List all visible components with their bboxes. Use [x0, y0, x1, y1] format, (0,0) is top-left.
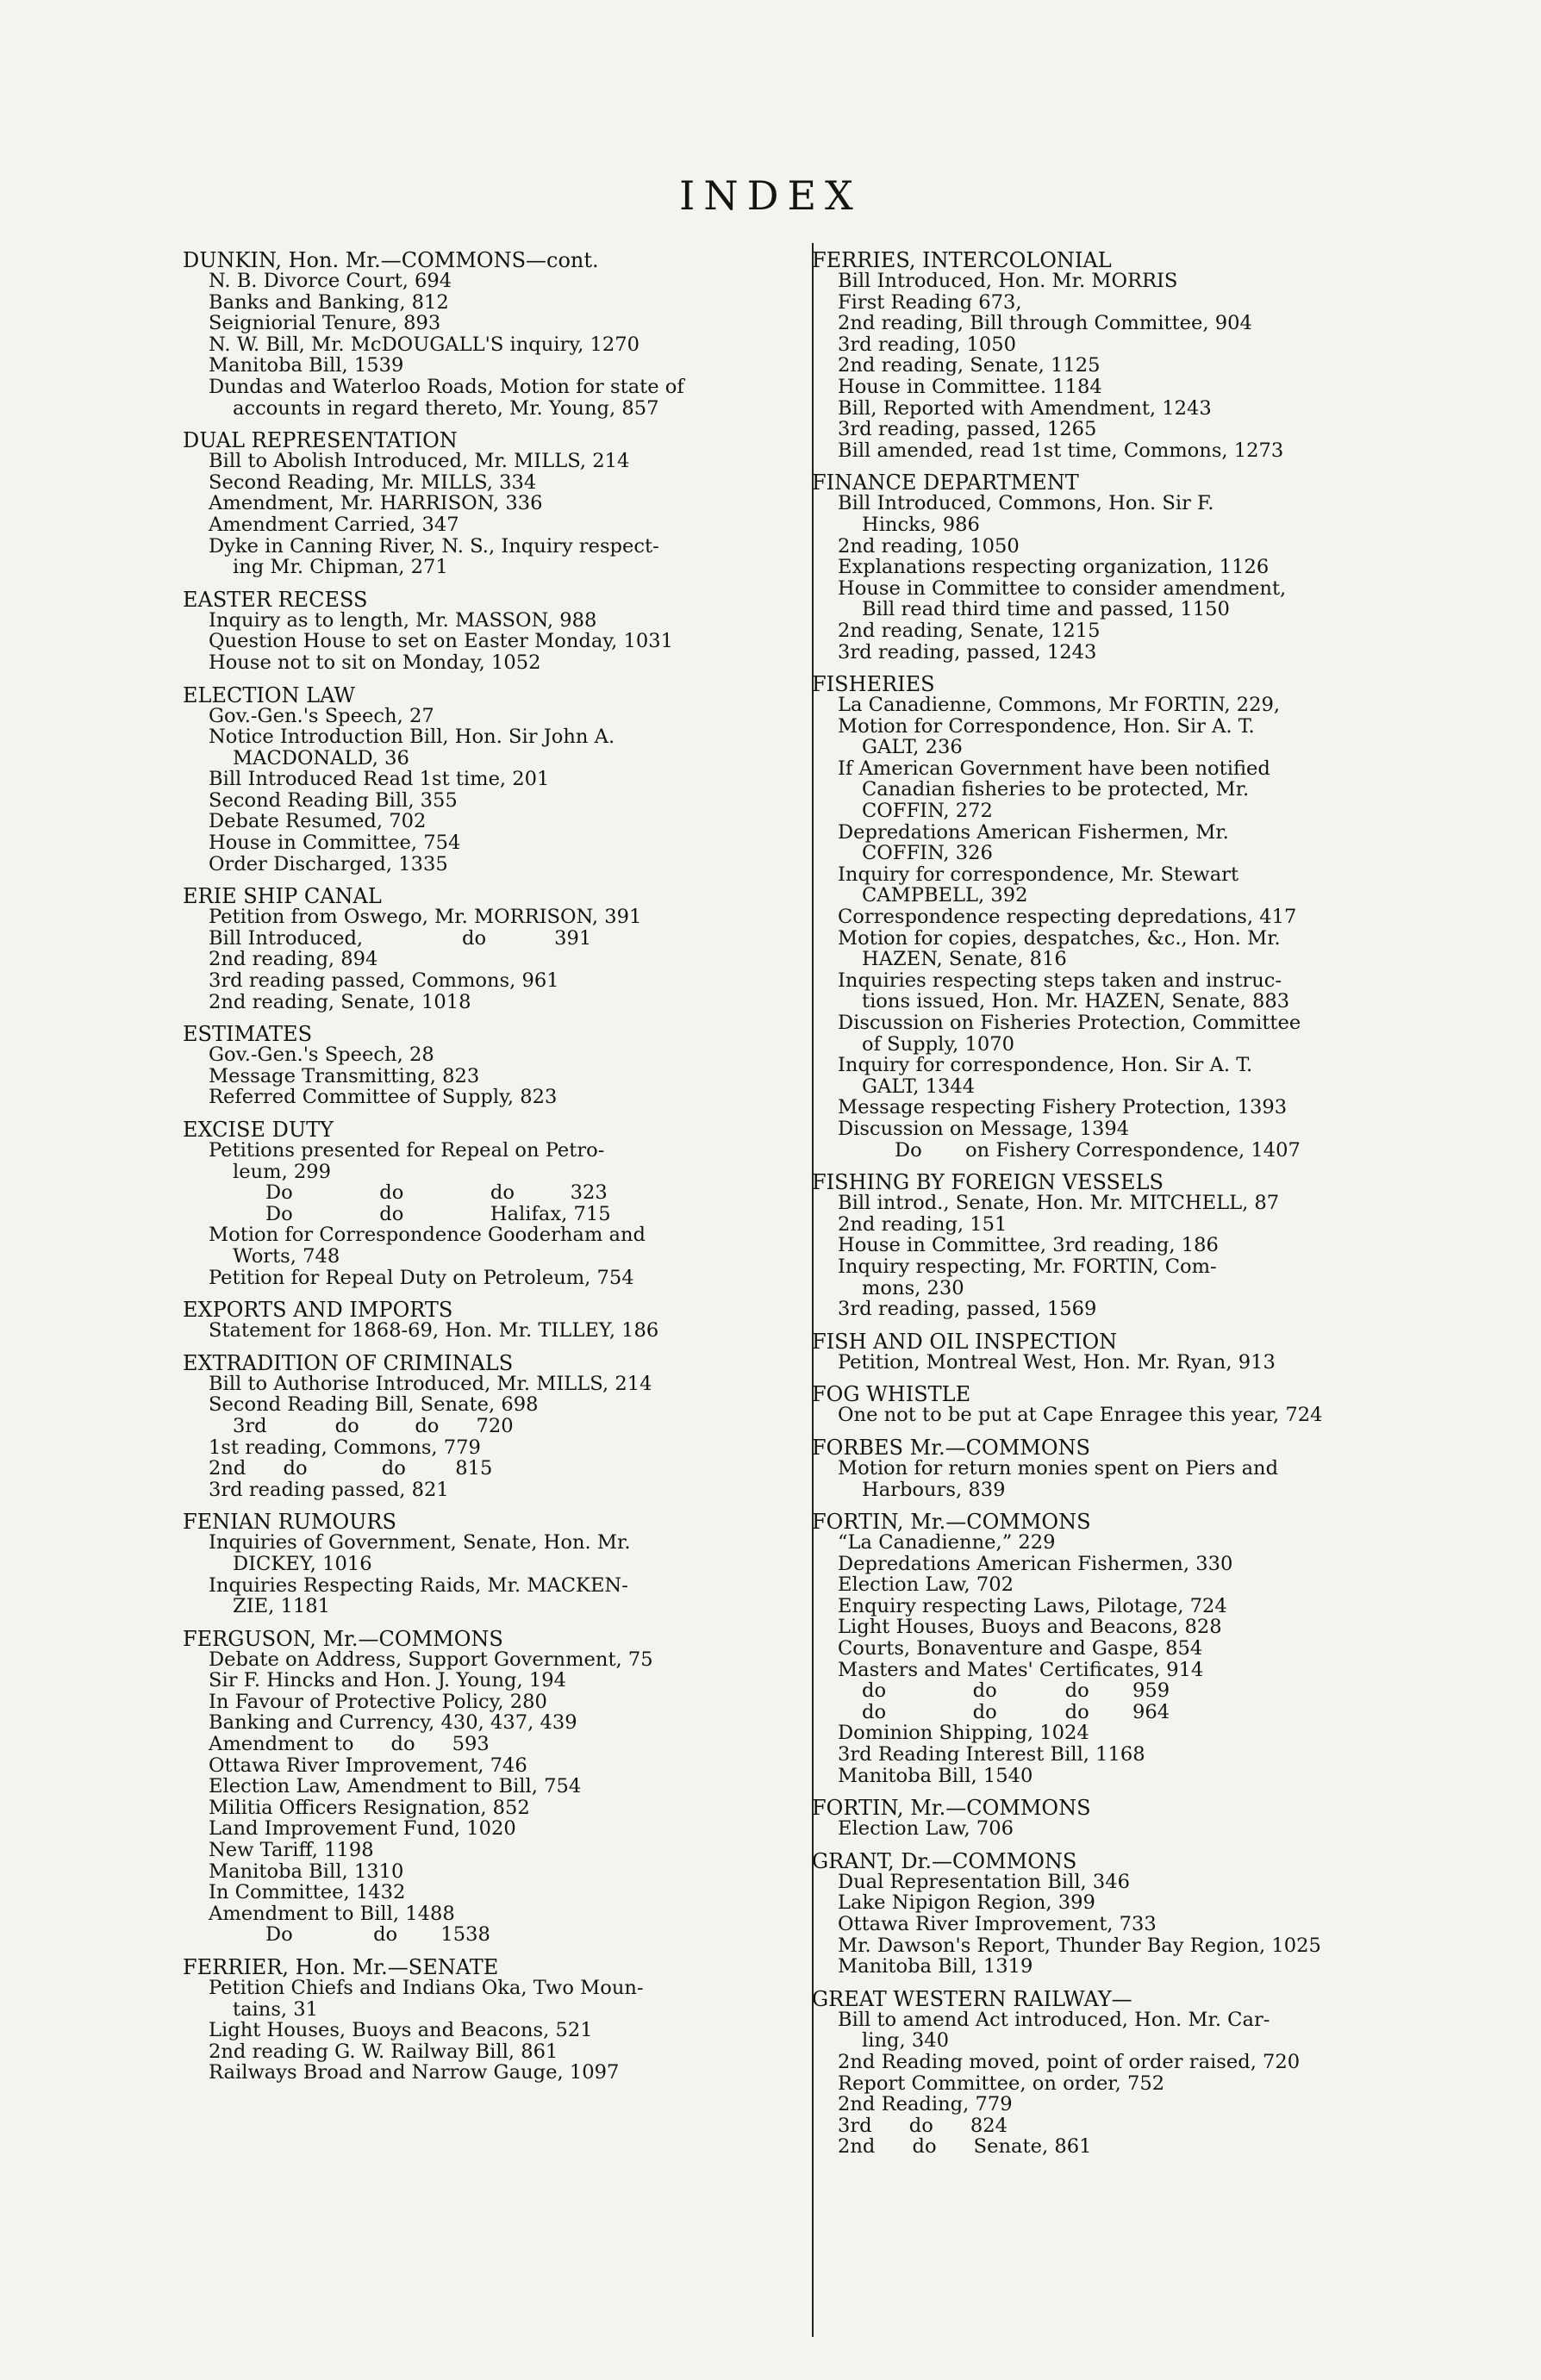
- entry-line: Statement for 1868-69, Hon. Mr. TILLEY, 186: [209, 1319, 659, 1343]
- index-entry: [812, 472, 1450, 663]
- index-entry: [183, 1957, 812, 2084]
- entry-heading: GREAT WESTERN RAILWAY—: [812, 1986, 1132, 2011]
- entry-heading: FERRIES, INTERCOLONIAL: [812, 248, 1112, 272]
- index-entry: [183, 1511, 812, 1617]
- entry-line: Manitoba Bill, 1539: [209, 354, 404, 377]
- index-entry: [183, 1299, 812, 1342]
- entry-line: Bill Introduced Read 1st time, 201: [209, 768, 550, 791]
- entry-line: Motion for Correspondence, Hon. Sir A. T.: [838, 714, 1255, 738]
- entry-line: Do on Fishery Correspondence, 1407: [895, 1138, 1301, 1162]
- entry-heading: ERIE SHIP CANAL: [183, 884, 382, 909]
- entry-line: Inquiry respecting, Mr. FORTIN, Com-: [838, 1255, 1217, 1278]
- entry-line: N. B. Divorce Court, 694: [209, 270, 452, 292]
- entry-line: Bill Introduced, Commons, Hon. Sir F.: [838, 492, 1214, 515]
- entry-line: Bill Introduced, do 391: [209, 926, 592, 950]
- entry-line: 3rd do 824: [838, 2114, 1008, 2137]
- entry-line: Referred Committee of Supply, 823: [209, 1086, 558, 1109]
- entry-line: Seigniorial Tenure, 893: [209, 312, 441, 335]
- entry-heading: FISHERIES: [812, 672, 935, 697]
- entry-line: 2nd reading, Senate, 1018: [209, 990, 471, 1013]
- entry-heading: FISHING BY FOREIGN VESSELS: [812, 1170, 1164, 1195]
- entry-line: 2nd reading, 151: [838, 1212, 1008, 1236]
- entry-line: Land Improvement Fund, 1020: [209, 1817, 516, 1841]
- entry-line: Inquiries of Government, Senate, Hon. Mr.: [209, 1531, 631, 1554]
- entry-line: COFFIN, 272: [862, 800, 993, 823]
- entry-line: 2nd Reading, 779: [838, 2093, 1013, 2116]
- entry-line: 2nd do do 815: [209, 1457, 493, 1480]
- entry-line: House in Committee to consider amendment,: [838, 576, 1287, 600]
- entry-heading: ELECTION LAW: [183, 682, 356, 707]
- entry-heading: FOG WHISTLE: [812, 1382, 971, 1407]
- entry-line: Inquiry for correspondence, Mr. Stewart: [838, 863, 1239, 886]
- entry-line: Order Discharged, 1335: [209, 852, 448, 875]
- index-entry: [183, 1626, 812, 1947]
- entry-line: CAMPBELL, 392: [862, 884, 1028, 907]
- entry-line: Dominion Shipping, 1024: [838, 1722, 1089, 1745]
- entry-line: Gov.-Gen.'s Speech, 28: [209, 1044, 434, 1067]
- entry-line: Debate on Address, Support Government, 75: [209, 1648, 653, 1671]
- entry-line: do do do 959: [862, 1679, 1170, 1703]
- entry-line: 3rd reading, passed, 1265: [838, 418, 1097, 441]
- index-entry: [812, 1986, 1450, 2159]
- entry-line: Dyke in Canning River, N. S., Inquiry respect-: [209, 534, 659, 558]
- entry-heading: EASTER RECESS: [183, 587, 368, 612]
- index-entry: [812, 674, 1450, 1161]
- index-entry: [812, 1331, 1450, 1374]
- right-column: [812, 250, 1450, 2169]
- index-entry: [183, 1119, 812, 1288]
- page-title: INDEX: [679, 172, 862, 219]
- entry-line: Hincks, 986: [862, 513, 980, 536]
- entry-line: In Committee, 1432: [209, 1881, 406, 1904]
- entry-line: Dundas and Waterloo Roads, Motion for state of: [209, 375, 684, 398]
- entry-line: 2nd reading, 1050: [838, 534, 1020, 558]
- entry-line: ZIE, 1181: [233, 1595, 330, 1618]
- index-entry: [812, 1848, 1450, 1978]
- entry-line: Harbours, 839: [862, 1478, 1006, 1501]
- entry-line: Second Reading Bill, Senate, 698: [209, 1393, 539, 1417]
- entry-heading: EXTRADITION OF CRIMINALS: [183, 1350, 514, 1375]
- entry-heading: GRANT, Dr.—COMMONS: [812, 1848, 1077, 1873]
- entry-line: Election Law, 706: [838, 1817, 1014, 1841]
- entry-line: If American Government have been notified: [838, 757, 1270, 780]
- entry-line: Canadian fisheries to be protected, Mr.: [862, 778, 1250, 801]
- entry-line: of Supply, 1070: [862, 1032, 1014, 1056]
- entry-heading: FORTIN, Mr.—COMMONS: [812, 1510, 1091, 1535]
- entry-line: Motion for return monies spent on Piers and: [838, 1456, 1279, 1480]
- index-entry: [183, 682, 812, 875]
- entry-line: House in Committee, 3rd reading, 186: [838, 1234, 1219, 1257]
- entry-line: Election Law, Amendment to Bill, 754: [209, 1775, 582, 1798]
- left-column: [183, 250, 812, 2095]
- index-entry: [183, 1024, 812, 1108]
- index-entry: [812, 1437, 1450, 1500]
- entry-line: GALT, 1344: [862, 1075, 976, 1098]
- entry-line: Inquiries respecting steps taken and instruc-: [838, 969, 1282, 992]
- entry-line: Petitions presented for Repeal on Petro-: [209, 1139, 605, 1162]
- entry-line: Courts, Bonaventure and Gaspe, 854: [838, 1637, 1203, 1660]
- entry-line: Motion for Correspondence Gooderham and: [209, 1224, 646, 1247]
- index-entry: [183, 589, 812, 674]
- entry-line: Amendment, Mr. HARRISON, 336: [209, 492, 543, 515]
- entry-line: Railways Broad and Narrow Gauge, 1097: [209, 2061, 620, 2084]
- entry-line: 3rd reading passed, Commons, 961: [209, 969, 559, 993]
- entry-line: Election Law, 702: [838, 1573, 1014, 1597]
- entry-line: Mr. Dawson's Report, Thunder Bay Region, 1025: [838, 1934, 1321, 1957]
- entry-line: 1st reading, Commons, 779: [209, 1436, 481, 1459]
- entry-line: Report Committee, on order, 752: [838, 2072, 1165, 2095]
- entry-line: Depredations American Fishermen, 330: [838, 1552, 1233, 1575]
- entry-line: mons, 230: [862, 1276, 964, 1299]
- entry-line: Lake Nipigon Region, 399: [838, 1891, 1095, 1915]
- entry-line: Message respecting Fishery Protection, 1393: [838, 1096, 1288, 1119]
- entry-line: Petition Chiefs and Indians Oka, Two Moun-: [209, 1977, 644, 1999]
- entry-line: Militia Officers Resignation, 852: [209, 1796, 530, 1819]
- index-entry: [183, 1350, 812, 1501]
- entry-line: Petition for Repeal Duty on Petroleum, 754: [209, 1266, 634, 1289]
- entry-heading: FINANCE DEPARTMENT: [812, 470, 1079, 495]
- index-entry: [812, 1797, 1450, 1840]
- entry-line: Banking and Currency, 430, 437, 439: [209, 1711, 577, 1735]
- entry-line: 3rd reading, passed, 1569: [838, 1298, 1097, 1321]
- entry-line: do do do 964: [862, 1700, 1170, 1723]
- entry-line: HAZEN, Senate, 816: [862, 948, 1067, 971]
- entry-line: Explanations respecting organization, 1126: [838, 556, 1270, 579]
- entry-line: Amendment to do 593: [209, 1733, 490, 1756]
- entry-line: N. W. Bill, Mr. McDOUGALL'S inquiry, 1270: [209, 333, 639, 356]
- entry-line: Do do Halifax, 715: [265, 1202, 611, 1225]
- entry-line: Bill read third time and passed, 1150: [862, 598, 1230, 621]
- entry-line: 2nd reading, Senate, 1215: [838, 619, 1101, 642]
- entry-heading: FISH AND OIL INSPECTION: [812, 1329, 1118, 1354]
- entry-line: Amendment to Bill, 1488: [209, 1902, 455, 1925]
- entry-heading: DUAL REPRESENTATION: [183, 428, 458, 453]
- entry-line: Second Reading Bill, 355: [209, 788, 458, 812]
- entry-line: 2nd reading G. W. Railway Bill, 861: [209, 2040, 558, 2063]
- entry-heading: FENIAN RUMOURS: [183, 1510, 396, 1535]
- entry-line: Bill amended, read 1st time, Commons, 1273: [838, 439, 1284, 462]
- entry-line: Sir F. Hincks and Hon. J. Young, 194: [209, 1669, 566, 1692]
- entry-line: House in Committee. 1184: [838, 375, 1102, 398]
- entry-line: COFFIN, 326: [862, 842, 993, 865]
- entry-line: Bill introd., Senate, Hon. Mr. MITCHELL, 87: [838, 1192, 1280, 1215]
- entry-line: Manitoba Bill, 1319: [838, 1955, 1033, 1978]
- entry-line: DICKEY, 1016: [233, 1552, 372, 1575]
- entry-line: Petition, Montreal West, Hon. Mr. Ryan, 913: [838, 1350, 1276, 1374]
- entry-line: tions issued, Hon. Mr. HAZEN, Senate, 883: [862, 990, 1290, 1013]
- entry-heading: FORBES Mr.—COMMONS: [812, 1435, 1090, 1460]
- entry-line: Do do do 323: [265, 1181, 608, 1205]
- entry-line: Light Houses, Buoys and Beacons, 828: [838, 1616, 1222, 1639]
- entry-line: Ottawa River Improvement, 746: [209, 1754, 527, 1777]
- entry-line: Inquiries Respecting Raids, Mr. MACKEN-: [209, 1573, 628, 1597]
- entry-line: “La Canadienne,” 229: [838, 1531, 1056, 1554]
- entry-line: New Tariff, 1198: [209, 1839, 374, 1862]
- entry-line: ling, 340: [862, 2029, 949, 2053]
- entry-line: 3rd reading, passed, 1243: [838, 640, 1097, 664]
- entry-line: Amendment Carried, 347: [209, 513, 459, 536]
- entry-line: Bill to amend Act introduced, Hon. Mr. Car-: [838, 2008, 1270, 2031]
- entry-line: MACDONALD, 36: [233, 746, 409, 769]
- entry-line: Manitoba Bill, 1310: [209, 1860, 404, 1883]
- entry-line: Discussion on Message, 1394: [838, 1117, 1130, 1140]
- entry-heading: EXCISE DUTY: [183, 1118, 334, 1142]
- entry-line: 2nd reading, 894: [209, 948, 378, 971]
- entry-line: Enquiry respecting Laws, Pilotage, 724: [838, 1594, 1227, 1617]
- entry-line: Bill to Authorise Introduced, Mr. MILLS, 214: [209, 1372, 652, 1395]
- index-entry: [183, 886, 812, 1012]
- entry-line: Correspondence respecting depredations, 417: [838, 906, 1297, 929]
- entry-line: Notice Introduction Bill, Hon. Sir John A.: [209, 726, 615, 749]
- entry-line: Bill to Abolish Introduced, Mr. MILLS, 214: [209, 450, 630, 473]
- entry-line: 2nd do Senate, 861: [838, 2135, 1092, 2159]
- entry-line: Petition from Oswego, Mr. MORRISON, 391: [209, 906, 642, 929]
- entry-line: 3rd Reading Interest Bill, 1168: [838, 1743, 1145, 1766]
- entry-line: Manitoba Bill, 1540: [838, 1764, 1033, 1787]
- index-entry: [183, 430, 812, 578]
- entry-line: Do do 1538: [265, 1923, 490, 1947]
- entry-line: Inquiry as to length, Mr. MASSON, 988: [209, 608, 597, 632]
- entry-line: Question House to set on Easter Monday, 1031: [209, 630, 673, 653]
- entry-line: Gov.-Gen.'s Speech, 27: [209, 704, 434, 727]
- entry-line: Bill Introduced, Hon. Mr. MORRIS: [838, 270, 1178, 292]
- entry-line: Bill, Reported with Amendment, 1243: [838, 396, 1212, 420]
- index-entry: [812, 1172, 1450, 1320]
- entry-line: 2nd Reading moved, point of order raised, 720: [838, 2050, 1301, 2073]
- entry-line: First Reading 673,: [838, 290, 1022, 314]
- entry-heading: FERRIER, Hon. Mr.—SENATE: [183, 1955, 499, 1979]
- entry-line: 2nd reading, Bill through Committee, 904: [838, 312, 1252, 335]
- entry-line: GALT, 236: [862, 736, 963, 759]
- entry-line: accounts in regard thereto, Mr. Young, 857: [233, 396, 659, 420]
- entry-line: Message Transmitting, 823: [209, 1064, 480, 1087]
- entry-line: Discussion on Fisheries Protection, Committee: [838, 1012, 1301, 1034]
- entry-heading: EXPORTS AND IMPORTS: [183, 1298, 453, 1323]
- entry-line: leum, 299: [233, 1160, 332, 1183]
- entry-line: tains, 31: [233, 1997, 319, 2021]
- entry-line: Inquiry for correspondence, Hon. Sir A. T.: [838, 1054, 1253, 1077]
- entry-heading: DUNKIN, Hon. Mr.—COMMONS—cont.: [183, 248, 599, 272]
- entry-line: Dual Representation Bill, 346: [838, 1870, 1131, 1893]
- entry-heading: FORTIN, Mr.—COMMONS: [812, 1796, 1091, 1821]
- entry-heading: FERGUSON, Mr.—COMMONS: [183, 1626, 503, 1651]
- entry-line: 3rd reading passed, 821: [209, 1478, 449, 1501]
- entry-line: ing Mr. Chipman, 271: [233, 556, 448, 579]
- entry-line: 3rd do do 720: [233, 1414, 514, 1437]
- entry-line: House in Committee, 754: [209, 832, 461, 855]
- entry-line: In Favour of Protective Policy, 280: [209, 1690, 547, 1713]
- index-entry: [183, 250, 812, 419]
- entry-line: Second Reading, Mr. MILLS, 334: [209, 470, 537, 494]
- entry-line: La Canadienne, Commons, Mr FORTIN, 229,: [838, 694, 1281, 717]
- entry-line: 3rd reading, 1050: [838, 333, 1017, 356]
- index-entry: [812, 250, 1450, 461]
- entry-line: Worts, 748: [233, 1244, 340, 1268]
- entry-line: 2nd reading, Senate, 1125: [838, 354, 1101, 377]
- entry-line: Light Houses, Buoys and Beacons, 521: [209, 2019, 593, 2042]
- entry-line: Debate Resumed, 702: [209, 810, 427, 833]
- entry-line: Masters and Mates' Certificates, 914: [838, 1658, 1204, 1681]
- entry-line: Motion for copies, despatches, &c., Hon. Mr.: [838, 926, 1281, 950]
- entry-line: Depredations American Fishermen, Mr.: [838, 820, 1229, 844]
- entry-line: Ottawa River Improvement, 733: [838, 1913, 1157, 1935]
- index-entry: [812, 1511, 1450, 1786]
- index-entry: [812, 1384, 1450, 1426]
- entry-line: One not to be put at Cape Enragee this year, 724: [838, 1404, 1323, 1427]
- entry-heading: ESTIMATES: [183, 1022, 313, 1047]
- entry-line: House not to sit on Monday, 1052: [209, 651, 541, 674]
- entry-line: Banks and Banking, 812: [209, 290, 449, 314]
